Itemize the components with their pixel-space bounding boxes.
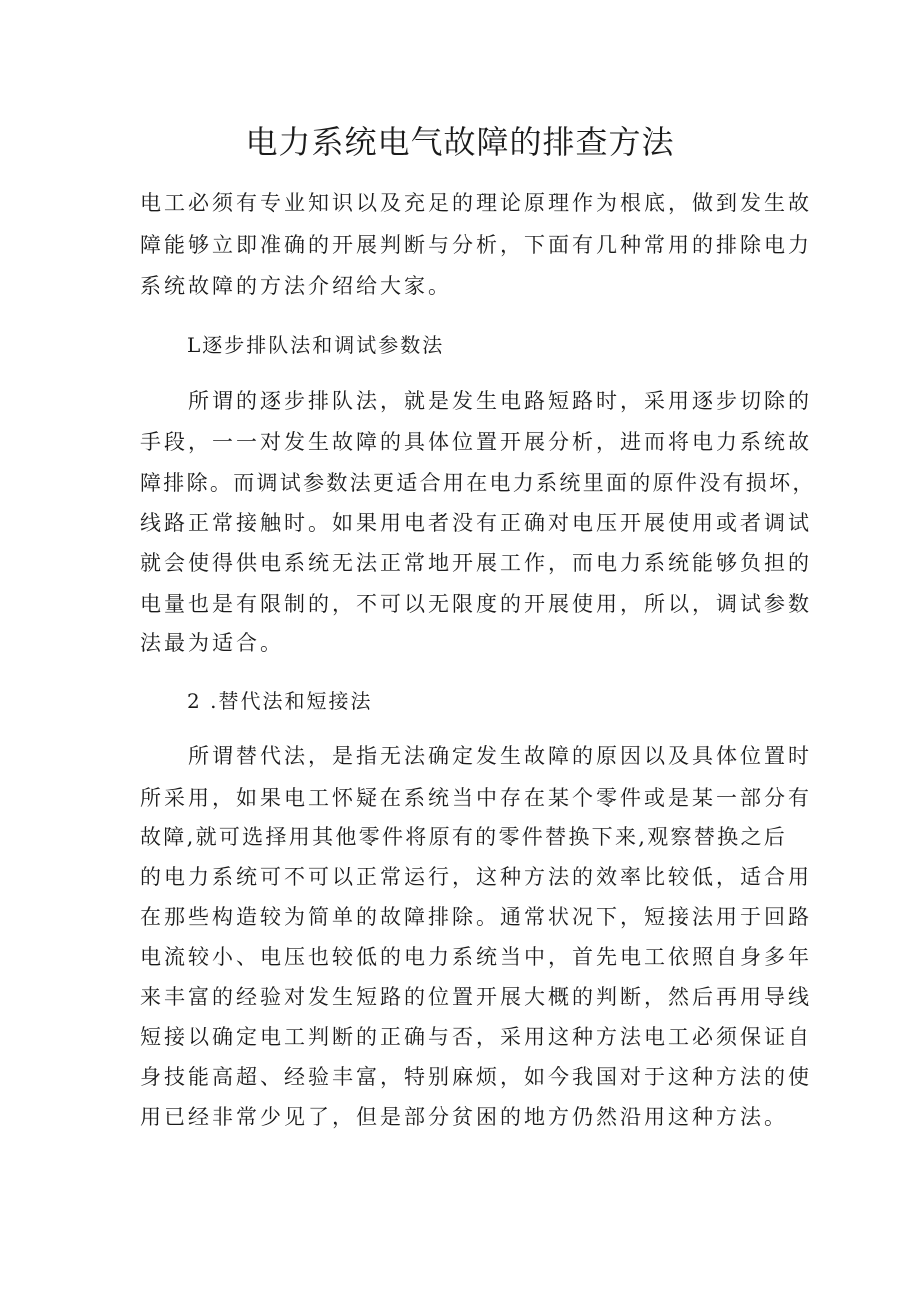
section-1-line: 法最为适合。 (140, 631, 284, 655)
section-2-line: 所谓替代法，是指无法确定发生故障的原因以及具体位置时 (188, 744, 812, 768)
section-1-line: 就会使得供电系统无法正常地开展工作，而电力系统能够负担的 (140, 551, 812, 575)
section-2-line: 的电力系统可不可以正常运行，这种方法的效率比较低，适合用 (140, 865, 812, 889)
section-1-line: 线路正常接触时。如果用电者没有正确对电压开展使用或者调试 (140, 511, 812, 535)
section-2-heading: 2 .替代法和短接法 (187, 689, 373, 713)
section-2-line: 故障,就可选择用其他零件将原有的零件替换下来,观察替换之后 (140, 825, 788, 849)
intro-line: 系统故障的方法介绍给大家。 (140, 274, 452, 298)
section-1-line: 所谓的逐步排队法，就是发生电路短路时，采用逐步切除的 (188, 389, 812, 413)
section-1-heading: L逐步排队法和调试参数法 (187, 333, 445, 357)
section-2-line: 在那些构造较为简单的故障排除。通常状况下，短接法用于回路 (140, 905, 812, 929)
section-2-line: 身技能高超、经验丰富，特别麻烦，如今我国对于这种方法的使 (140, 1065, 812, 1089)
section-1-line: 障排除。而调试参数法更适合用在电力系统里面的原件没有损坏， (140, 471, 816, 495)
section-2-line: 所采用，如果电工怀疑在系统当中存在某个零件或是某一部分有 (140, 786, 812, 810)
section-2-line: 用已经非常少见了，但是部分贫困的地方仍然沿用这种方法。 (140, 1105, 788, 1129)
intro-line: 电工必须有专业知识以及充足的理论原理作为根底，做到发生故 (140, 191, 812, 215)
section-2-line: 短接以确定电工判断的正确与否，采用这种方法电工必须保证自 (140, 1025, 812, 1049)
section-1-line: 手段，一一对发生故障的具体位置开展分析，进而将电力系统故 (140, 430, 812, 454)
document-title: 电力系统电气故障的排查方法 (245, 123, 675, 161)
section-1-line: 电量也是有限制的，不可以无限度的开展使用，所以，调试参数 (140, 592, 812, 616)
section-2-line: 来丰富的经验对发生短路的位置开展大概的判断，然后再用导线 (140, 985, 812, 1009)
intro-line: 障能够立即准确的开展判断与分析，下面有几种常用的排除电力 (140, 233, 812, 257)
section-2-line: 电流较小、电压也较低的电力系统当中，首先电工依照自身多年 (140, 945, 812, 969)
